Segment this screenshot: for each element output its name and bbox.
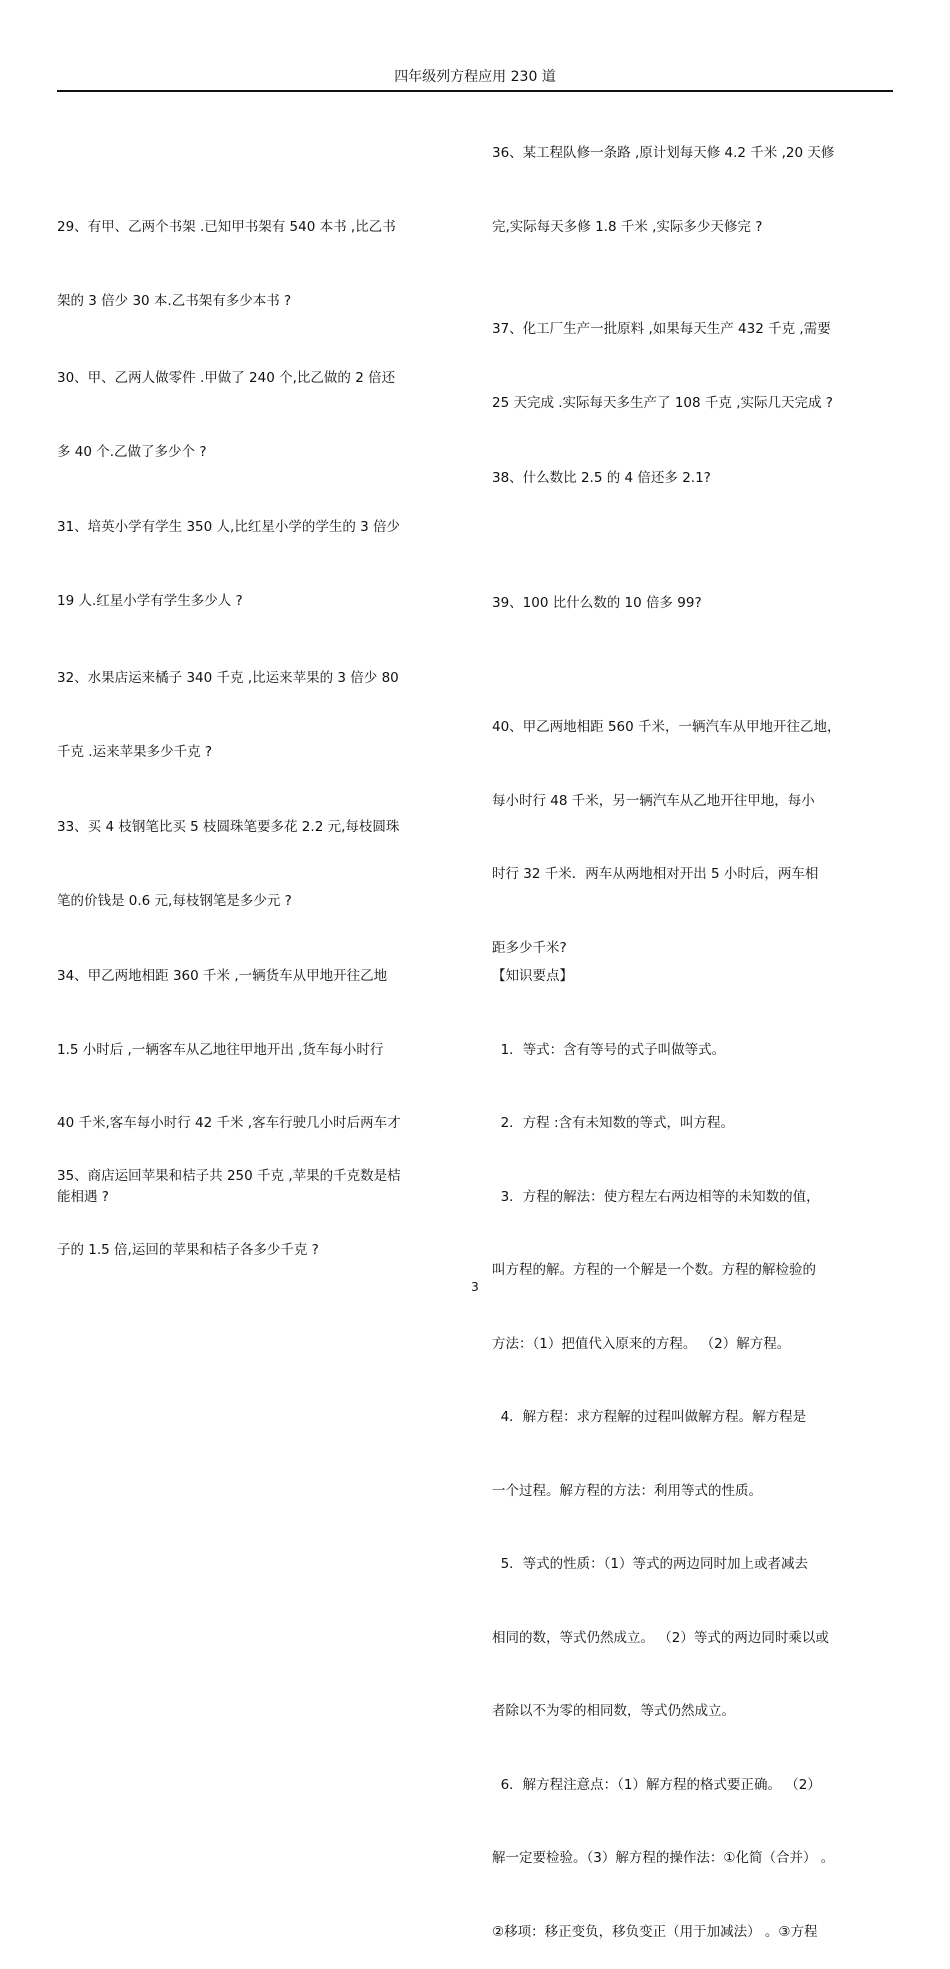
problem-line: 29、有甲、乙两个书架 .已知甲书架有 540 本书 ,比乙书 <box>57 219 396 235</box>
knowledge-line: 解一定要检验。（3）解方程的操作法：①化简（合并） 。 <box>492 1850 835 1866</box>
problem-line: 距多少千米? <box>492 939 567 956</box>
problem-31 <box>57 466 467 638</box>
knowledge-line: 方法：（1）把值代入原来的方程。 （2）解方程。 <box>492 1335 791 1352</box>
problem-line: 39、100 比什么数的 10 倍多 99? <box>492 595 702 611</box>
knowledge-line: 一个过程。解方程的方法：利用等式的性质。 <box>492 1482 762 1499</box>
problem-39 <box>492 542 897 640</box>
problem-line: 子的 1.5 倍,运回的苹果和桔子各多少千克 ? <box>57 1241 319 1258</box>
problem-line: 19 人.红星小学有学生多少人 ? <box>57 592 243 609</box>
problem-line: 25 天完成 .实际每天多生产了 108 千克 ,实际几天完成 ? <box>492 394 833 411</box>
problem-35 <box>57 1115 467 1287</box>
knowledge-line: 4．解方程：求方程解的过程叫做解方程。解方程是 <box>492 1409 807 1425</box>
knowledge-line: 3．方程的解法：使方程左右两边相等的未知数的值， <box>492 1188 820 1205</box>
knowledge-line: 2．方程 :含有未知数的等式，叫方程。 <box>492 1115 735 1131</box>
problem-line: 32、水果店运来橘子 340 千克 ,比运来苹果的 3 倍少 80 <box>57 670 399 686</box>
knowledge-line: 相同的数，等式仍然成立。 （2）等式的两边同时乘以或 <box>492 1629 829 1646</box>
problem-line: 千克 .运来苹果多少千克 ? <box>57 743 213 760</box>
problem-line: 能相遇 ? <box>57 1188 109 1205</box>
knowledge-section <box>492 915 897 1969</box>
problem-line: 时行 32 千米．两车从两地相对开出 5 小时后，两车相 <box>492 866 819 882</box>
problem-line: 33、买 4 枝钢笔比买 5 枝圆珠笔要多花 2.2 元,每枝圆珠 <box>57 819 400 835</box>
problem-line: 30、甲、乙两人做零件 .甲做了 240 个,比乙做的 2 倍还 <box>57 370 396 386</box>
problem-line: 1.5 小时后 ,一辆客车从乙地往甲地开出 ,货车每小时行 <box>57 1041 384 1058</box>
problem-37 <box>492 268 897 440</box>
problem-32 <box>57 617 467 789</box>
problem-line: 40 千米,客车每小时行 42 千米 ,客车行驶几小时后两车才 <box>57 1115 401 1131</box>
knowledge-line: 6．解方程注意点：（1）解方程的格式要正确。 （2） <box>492 1776 821 1793</box>
problem-line: 完,实际每天多修 1.8 千米 ,实际多少天修完 ? <box>492 218 763 235</box>
problem-line: 40、甲乙两地相距 560 千米，一辆汽车从甲地开往乙地， <box>492 719 841 735</box>
page-number: 3 <box>471 1280 479 1294</box>
knowledge-title: 【知识要点】 <box>492 968 573 984</box>
knowledge-line: 1．等式：含有等号的式子叫做等式。 <box>492 1041 726 1058</box>
page-title: 四年级列方程应用 230 道 <box>394 69 556 85</box>
problem-line: 37、化工厂生产一批原料 ,如果每天生产 432 千克 ,需要 <box>492 321 831 337</box>
problem-line: 34、甲乙两地相距 360 千米 ,一辆货车从甲地开往乙地 <box>57 968 388 984</box>
problem-line: 架的 3 倍少 30 本.乙书架有多少本书 ? <box>57 292 292 309</box>
knowledge-line: 者除以不为零的相同数，等式仍然成立。 <box>492 1703 735 1719</box>
problem-line: 31、培英小学有学生 350 人,比红星小学的学生的 3 倍少 <box>57 519 400 535</box>
problem-line: 笔的价钱是 0.6 元,每枝钢笔是多少元 ? <box>57 892 292 909</box>
problem-line: 每小时行 48 千米，另一辆汽车从乙地开往甲地，每小 <box>492 792 815 809</box>
knowledge-line: 叫方程的解。方程的一个解是一个数。方程的解检验的 <box>492 1262 816 1278</box>
problem-line: 38、什么数比 2.5 的 4 倍还多 2.1? <box>492 470 711 486</box>
problem-line: 多 40 个.乙做了多少个 ? <box>57 443 207 460</box>
problem-38 <box>492 417 897 515</box>
problem-line: 36、某工程队修一条路 ,原计划每天修 4.2 千米 ,20 天修 <box>492 145 835 161</box>
problem-29 <box>57 166 467 338</box>
knowledge-line: 5．等式的性质：（1）等式的两边同时加上或者减去 <box>492 1556 809 1572</box>
problem-30 <box>57 317 467 489</box>
problem-36 <box>492 92 897 264</box>
problem-line: 35、商店运回苹果和桔子共 250 千克 ,苹果的千克数是桔 <box>57 1168 401 1184</box>
problem-33 <box>57 766 467 938</box>
knowledge-line: ②移项：移正变负，移负变正（用于加减法） 。③方程 <box>492 1923 818 1940</box>
